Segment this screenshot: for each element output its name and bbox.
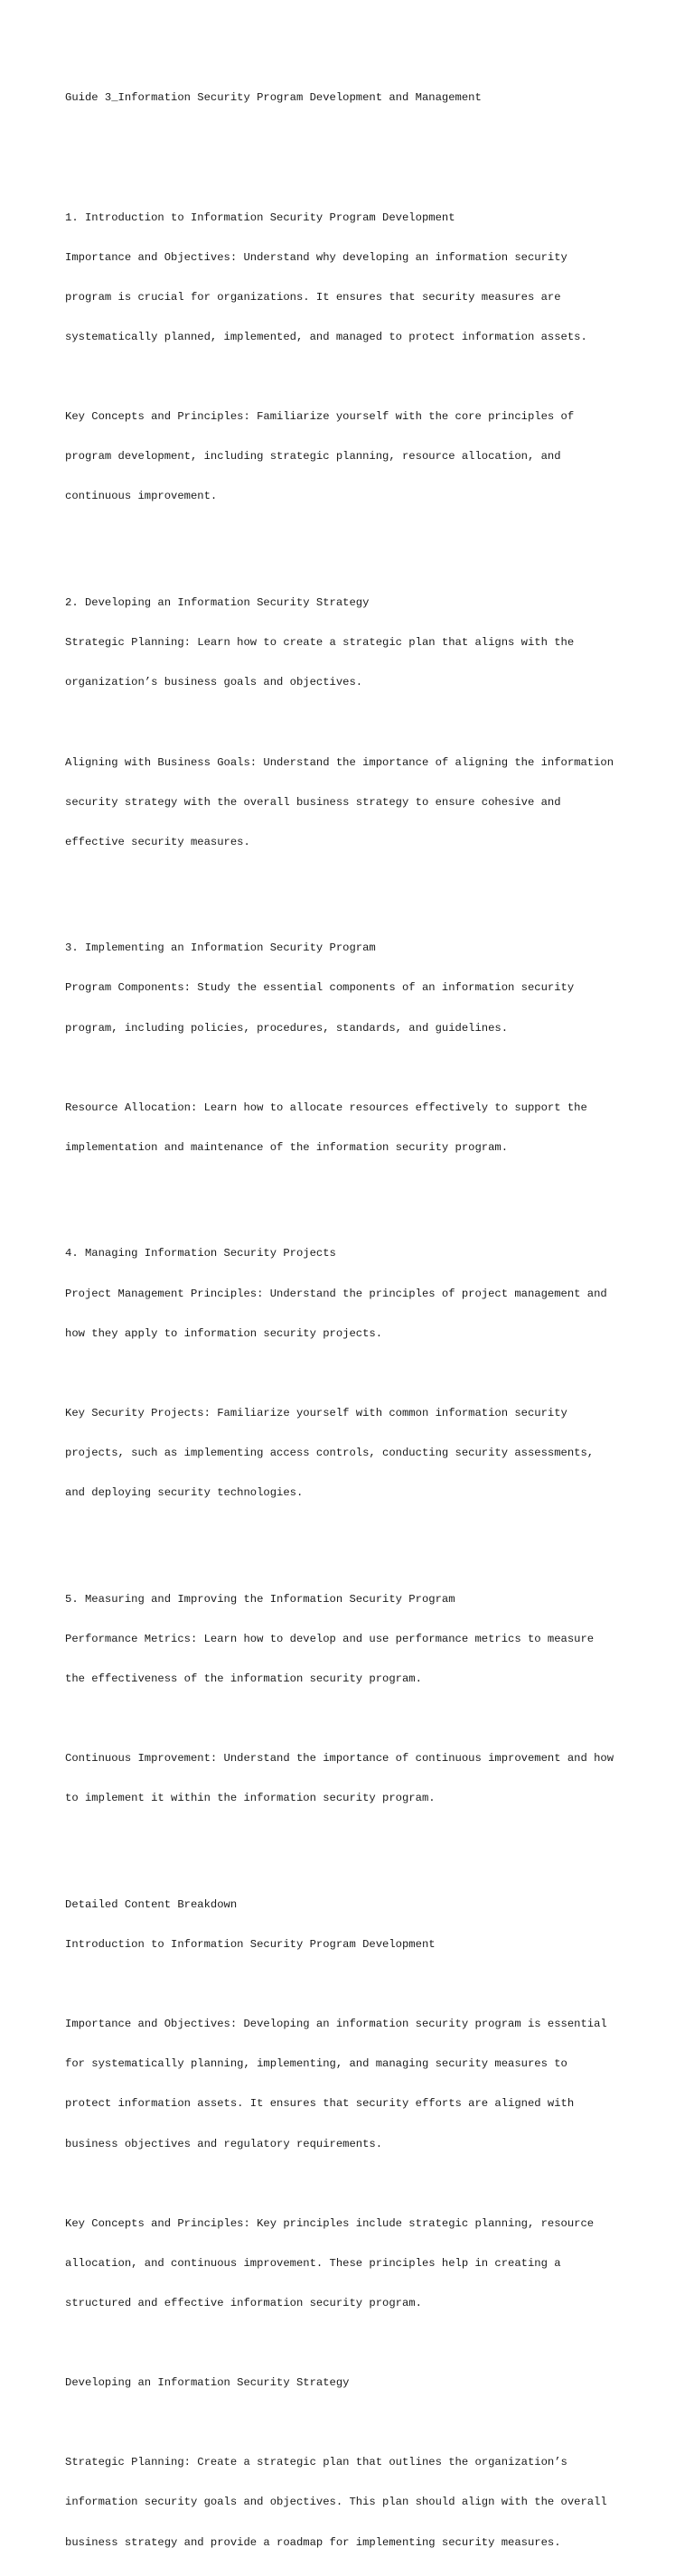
section-heading: 4. Managing Information Security Projects [65, 1247, 336, 1260]
paragraph-line: security strategy with the overall business strategy to ensure cohesive and [65, 795, 561, 809]
paragraph-line: to implement it within the information security program. [65, 1792, 436, 1805]
paragraph-line: Key Concepts and Principles: Familiarize yourself with the core principles of [65, 410, 575, 424]
section-heading: 3. Implementing an Information Security Program [65, 941, 376, 955]
paragraph-line: program development, including strategic planning, resource allocation, and [65, 450, 561, 464]
paragraph-line: Resource Allocation: Learn how to allocate resources effectively to support the [65, 1101, 587, 1114]
spacer [65, 1367, 643, 1381]
paragraph-line: business strategy and provide a roadmap for implementing security measures. [65, 2535, 561, 2549]
paragraph-line: Key Security Projects: Familiarize yourself with common information security [65, 1406, 567, 1419]
section-heading: 2. Developing an Information Security Strategy [65, 596, 370, 610]
paragraph-line: organization’s business goals and objectives. [65, 676, 363, 689]
spacer [65, 1526, 643, 1540]
spacer [65, 1181, 643, 1194]
breakdown-subheading: Introduction to Information Security Program Development [65, 1937, 436, 1951]
breakdown-subheading: Developing an Information Security Strategy [65, 2376, 350, 2390]
spacer [65, 1712, 643, 1726]
spacer [65, 716, 643, 729]
paragraph-line: Importance and Objectives: Understand why developing an information security [65, 250, 567, 264]
paragraph-line: implementation and maintenance of the information security program. [65, 1140, 509, 1154]
spacer [65, 2178, 643, 2191]
spacer [65, 2416, 643, 2430]
paragraph-line: information security goals and objectives. This plan should align with the overall [65, 2496, 607, 2509]
paragraph-line: program, including policies, procedures, standards, and guidelines. [65, 1021, 509, 1035]
paragraph-line: allocation, and continuous improvement. These principles help in creating a [65, 2256, 561, 2270]
paragraph-line: how they apply to information security projects. [65, 1326, 383, 1340]
paragraph-line: Project Management Principles: Understand the principles of project management and [65, 1287, 607, 1300]
paragraph-line: Continuous Improvement: Understand the importance of continuous improvement and how [65, 1752, 614, 1766]
paragraph-line: Key Concepts and Principles: Key principles include strategic planning, resource [65, 2216, 595, 2230]
paragraph-line: Program Components: Study the essential components of an information security [65, 981, 575, 995]
paragraph-line: for systematically planning, implementing, and managing security measures to [65, 2057, 567, 2071]
paragraph-line: Strategic Planning: Create a strategic plan that outlines the organization’s [65, 2456, 567, 2469]
paragraph-line: Importance and Objectives: Developing an information security program is essential [65, 2018, 607, 2031]
paragraph-line: projects, such as implementing access controls, conducting security assessments, [65, 1447, 595, 1459]
spacer [65, 370, 643, 384]
paragraph-line: business objectives and regulatory requirements. [65, 2137, 383, 2150]
paragraph-line: Strategic Planning: Learn how to create a strategic plan that aligns with the [65, 636, 575, 650]
paragraph-line: Performance Metrics: Learn how to develop and use performance metrics to measure [65, 1632, 595, 1645]
spacer [65, 2337, 643, 2350]
document-body [65, 65, 643, 2576]
paragraph-line: the effectiveness of the information security program. [65, 1672, 422, 1685]
paragraph-line: effective security measures. [65, 835, 250, 848]
breakdown-heading: Detailed Content Breakdown [65, 1897, 238, 1911]
spacer [65, 530, 643, 544]
spacer [65, 132, 643, 158]
paragraph-line: protect information assets. It ensures that security efforts are aligned with [65, 2097, 575, 2111]
spacer [65, 1062, 643, 1075]
section-heading: 1. Introduction to Information Security Program Development [65, 211, 455, 224]
paragraph-line: and deploying security technologies. [65, 1486, 304, 1500]
spacer [65, 1831, 643, 1845]
section-heading: 5. Measuring and Improving the Information Security Program [65, 1592, 455, 1606]
document-title: Guide 3_Information Security Program Development and Management [65, 91, 482, 105]
spacer [65, 1978, 643, 1991]
paragraph-line: systematically planned, implemented, and managed to protect information assets. [65, 331, 587, 344]
paragraph-line: Aligning with Business Goals: Understand the importance of aligning the information [65, 755, 614, 769]
paragraph-line: structured and effective information security program. [65, 2296, 422, 2309]
paragraph-line: continuous improvement. [65, 490, 218, 503]
spacer [65, 876, 643, 889]
paragraph-line: program is crucial for organizations. It ensures that security measures are [65, 290, 561, 304]
